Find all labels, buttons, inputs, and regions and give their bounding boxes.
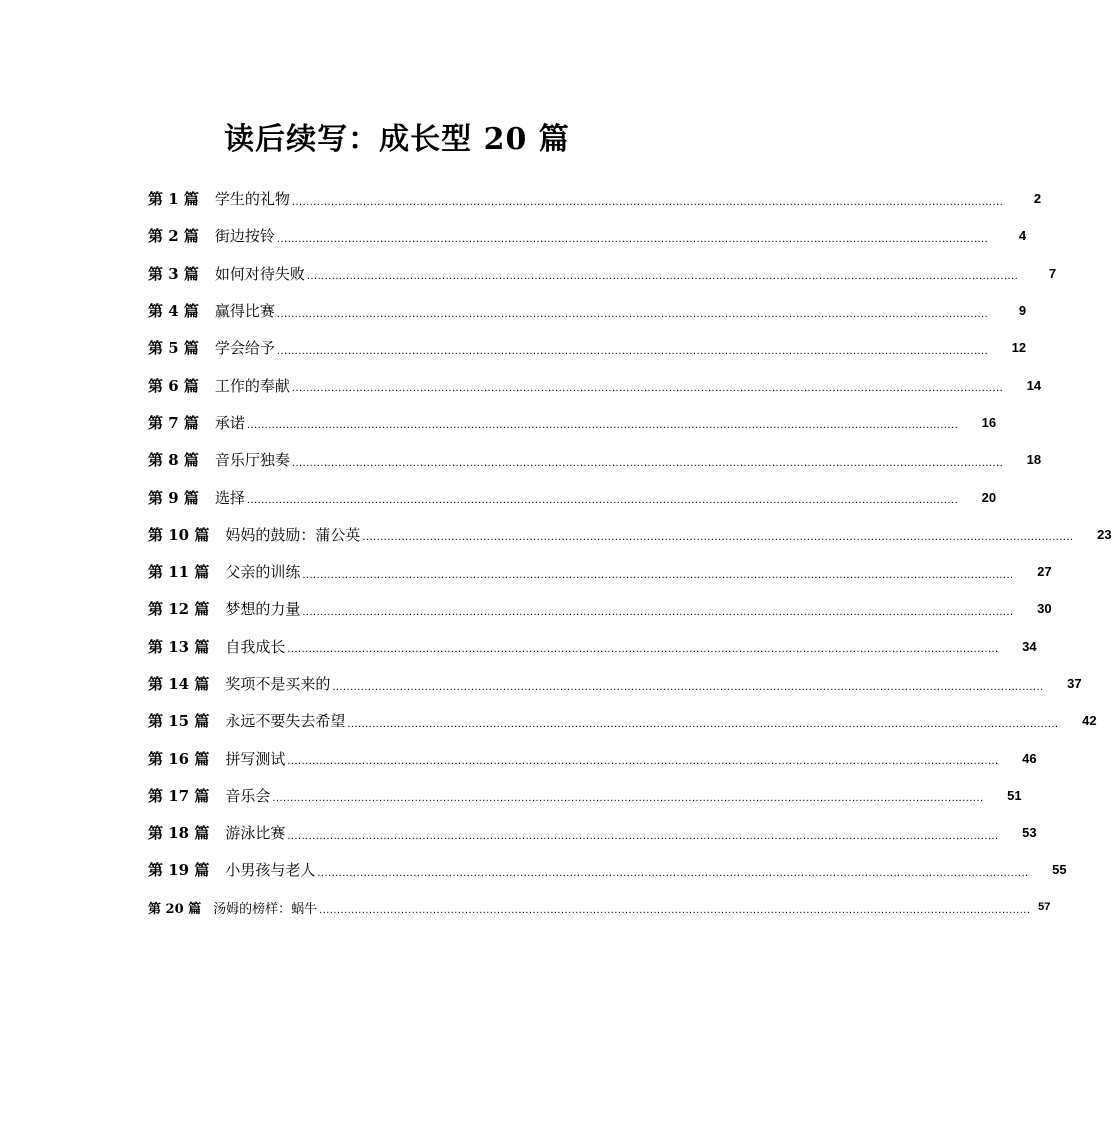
- entry-title: 学生的礼物: [214, 190, 290, 209]
- dot-leader: ........................................................................................................................................................................................................: [276, 307, 989, 320]
- dot-leader: ........................................................................................................................................................................................................: [272, 792, 984, 805]
- entry-title: 承诺: [214, 413, 245, 432]
- dot-leader: ........................................................................................................................................................................................................: [291, 382, 1004, 395]
- dot-leader: ........................................................................................................................................................................................................: [246, 494, 959, 507]
- entry-page-number: 12: [1011, 340, 1027, 356]
- entry-title: 游泳比赛: [225, 824, 286, 843]
- entry-title: 父亲的训练: [225, 563, 301, 582]
- entry-page-number: 53: [1022, 825, 1037, 841]
- entry-title: 工作的奉献: [214, 376, 290, 395]
- entry-number: 第 18 篇: [148, 824, 210, 843]
- entry-title: 如何对待失败: [214, 264, 305, 283]
- toc-entry-9[interactable]: [148, 478, 997, 515]
- entry-number: 第 17 篇: [148, 786, 210, 805]
- entry-title: 梦想的力量: [225, 600, 301, 619]
- toc-entry-16[interactable]: [148, 739, 1037, 776]
- entry-number: 第 2 篇: [148, 227, 199, 246]
- entry-number: 第 14 篇: [148, 675, 210, 693]
- dot-leader: ........................................................................................................................................................................................................: [362, 531, 1074, 544]
- toc-entry-13[interactable]: [148, 628, 1037, 665]
- entry-number: 第 11 篇: [148, 563, 210, 582]
- entry-page-number: 4: [1018, 228, 1027, 244]
- toc-entry-19[interactable]: [148, 851, 1067, 888]
- entry-page-number: 34: [1022, 638, 1037, 654]
- entry-number: 第 9 篇: [148, 488, 199, 507]
- entry-page-number: 16: [981, 414, 997, 430]
- dot-leader: ........................................................................................................................................................................................................: [317, 866, 1029, 879]
- entry-number: 第 3 篇: [148, 264, 199, 283]
- table-of-contents: [148, 180, 1112, 926]
- dot-leader: ........................................................................................................................................................................................................: [332, 680, 1044, 693]
- entry-title: 音乐厅独奏: [214, 451, 290, 470]
- toc-entry-14[interactable]: [148, 665, 1082, 702]
- dot-leader: ........................................................................................................................................................................................................: [276, 232, 989, 245]
- dot-leader: ........................................................................................................................................................................................................: [291, 456, 1004, 469]
- entry-number: 第 20 篇: [148, 901, 202, 917]
- dot-leader: ........................................................................................................................................................................................................: [276, 344, 989, 357]
- entry-number: 第 12 篇: [148, 600, 210, 619]
- entry-page-number: 27: [1037, 564, 1052, 580]
- entry-page-number: 51: [1007, 787, 1022, 803]
- toc-entry-17[interactable]: [148, 777, 1022, 814]
- entry-number: 第 19 篇: [148, 861, 210, 880]
- toc-entry-5[interactable]: [148, 329, 1027, 366]
- dot-leader: ........................................................................................................................................................................................................: [347, 717, 1059, 730]
- dot-leader: ........................................................................................................................................................................................................: [302, 568, 1014, 581]
- entry-page-number: 9: [1018, 303, 1027, 319]
- entry-page-number: 42: [1082, 713, 1097, 729]
- toc-entry-6[interactable]: [148, 366, 1042, 403]
- entry-title: 自我成长: [225, 637, 286, 656]
- entry-number: 第 5 篇: [148, 339, 199, 358]
- dot-leader: ........................................................................................................................................................................................................: [319, 904, 1031, 917]
- entry-page-number: 30: [1037, 601, 1052, 617]
- toc-entry-1[interactable]: [148, 180, 1042, 217]
- entry-number: 第 15 篇: [148, 712, 210, 731]
- toc-entry-10[interactable]: [148, 516, 1112, 553]
- entry-page-number: 2: [1033, 191, 1042, 207]
- toc-entry-4[interactable]: [148, 292, 1027, 329]
- entry-title: 永远不要失去希望: [225, 712, 346, 731]
- entry-number: 第 4 篇: [148, 302, 199, 321]
- toc-entry-12[interactable]: [148, 590, 1052, 627]
- entry-title: 汤姆的榜样：蜗牛: [213, 901, 318, 917]
- entry-title: 赢得比赛: [214, 302, 275, 321]
- dot-leader: ........................................................................................................................................................................................................: [287, 829, 999, 842]
- entry-page-number: 57: [1038, 901, 1051, 914]
- entry-page-number: 37: [1067, 676, 1082, 691]
- dot-leader: ........................................................................................................................................................................................................: [287, 643, 999, 656]
- entry-title: 音乐会: [225, 786, 271, 805]
- entry-page-number: 18: [1026, 452, 1042, 468]
- entry-title: 学会给予: [214, 339, 275, 358]
- entry-number: 第 8 篇: [148, 451, 199, 470]
- toc-entry-20[interactable]: [148, 889, 1051, 926]
- entry-title: 奖项不是买来的: [225, 675, 331, 693]
- toc-entry-7[interactable]: [148, 404, 997, 441]
- entry-number: 第 7 篇: [148, 413, 199, 432]
- entry-title: 小男孩与老人: [225, 861, 316, 880]
- toc-entry-15[interactable]: [148, 702, 1097, 739]
- toc-entry-2[interactable]: [148, 217, 1027, 254]
- toc-entry-11[interactable]: [148, 553, 1052, 590]
- toc-entry-18[interactable]: [148, 814, 1037, 851]
- toc-entry-8[interactable]: [148, 441, 1042, 478]
- page-title: 读后续写：成长型 20 篇: [224, 122, 570, 157]
- entry-page-number: 23: [1097, 526, 1112, 542]
- entry-page-number: 55: [1052, 862, 1067, 878]
- entry-number: 第 10 篇: [148, 525, 210, 544]
- entry-number: 第 16 篇: [148, 749, 210, 768]
- entry-title: 选择: [214, 488, 245, 507]
- dot-leader: ........................................................................................................................................................................................................: [291, 195, 1004, 208]
- entry-number: 第 13 篇: [148, 637, 210, 656]
- entry-page-number: 20: [981, 489, 997, 505]
- dot-leader: ........................................................................................................................................................................................................: [302, 605, 1014, 618]
- entry-page-number: 46: [1022, 750, 1037, 766]
- entry-number: 第 6 篇: [148, 376, 199, 395]
- entry-page-number: 14: [1026, 377, 1042, 393]
- dot-leader: ........................................................................................................................................................................................................: [287, 755, 999, 768]
- entry-title: 街边按铃: [214, 227, 275, 246]
- dot-leader: ........................................................................................................................................................................................................: [246, 419, 959, 432]
- dot-leader: ........................................................................................................................................................................................................: [306, 270, 1019, 283]
- entry-page-number: 7: [1048, 265, 1057, 281]
- entry-title: 妈妈的鼓励：蒲公英: [225, 525, 361, 544]
- entry-number: 第 1 篇: [148, 190, 199, 209]
- entry-title: 拼写测试: [225, 749, 286, 768]
- toc-entry-3[interactable]: [148, 255, 1057, 292]
